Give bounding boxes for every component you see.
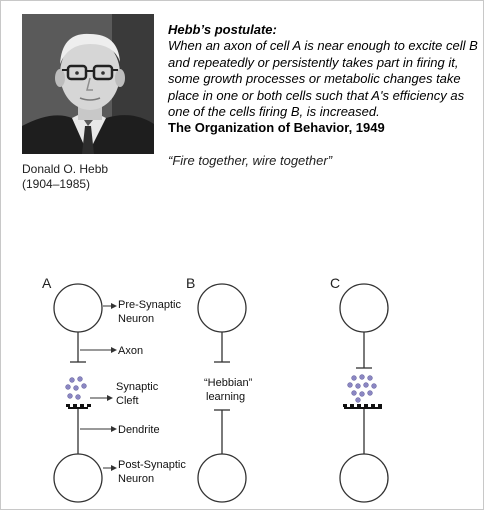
label-post-synaptic-2: Neuron [118, 473, 155, 485]
vesicles-c [348, 375, 377, 403]
label-axon: Axon [118, 345, 144, 357]
post-synaptic-neuron-c [340, 454, 388, 502]
postulate-body: When an axon of cell A is near enough to excite cell B and repeatedly or persistently takes part in firing it, some growth processes or metabolic changes take place in one or both cells such that A's efficiency as one of the cells firing B, is increased. [168, 38, 478, 120]
portrait-name: Donald O. Hebb [22, 162, 109, 176]
label-pre-synaptic-1: Pre-Synaptic [118, 299, 181, 311]
pre-synaptic-neuron-c [340, 284, 388, 332]
panel-label-a: A [42, 275, 52, 291]
hebb-portrait-photo [22, 14, 154, 154]
synapse-diagram [0, 270, 486, 508]
label-hebbian-2: learning [206, 391, 246, 403]
panel-label-b: B [186, 275, 196, 291]
portrait-caption [22, 162, 108, 192]
panel-b [198, 284, 253, 502]
pre-synaptic-neuron-b [198, 284, 246, 332]
label-post-synaptic-1: Post-Synaptic [118, 459, 186, 471]
postulate-text [168, 22, 478, 169]
postulate-title: Hebb’s postulate: [168, 22, 277, 37]
panel-label-c: C [330, 275, 341, 291]
receptors-c [343, 404, 382, 409]
label-pre-synaptic-2: Neuron [118, 313, 155, 325]
receptors-a [66, 404, 91, 409]
post-synaptic-neuron-a [54, 454, 102, 502]
book-reference: The Organization of Behavior, 1949 [168, 120, 385, 136]
fire-together-quote: “Fire together, wire together” [168, 152, 333, 168]
label-synaptic-cleft-1: Synaptic [116, 381, 159, 393]
vesicles-a [66, 377, 87, 400]
label-hebbian-1: “Hebbian” [204, 377, 253, 389]
pre-synaptic-neuron-a [54, 284, 102, 332]
label-dendrite: Dendrite [118, 424, 160, 436]
panel-a [54, 284, 186, 502]
label-synaptic-cleft-2: Cleft [116, 395, 139, 407]
post-synaptic-neuron-b [198, 454, 246, 502]
portrait-years: (1904–1985) [22, 177, 91, 191]
panel-c [340, 284, 388, 502]
